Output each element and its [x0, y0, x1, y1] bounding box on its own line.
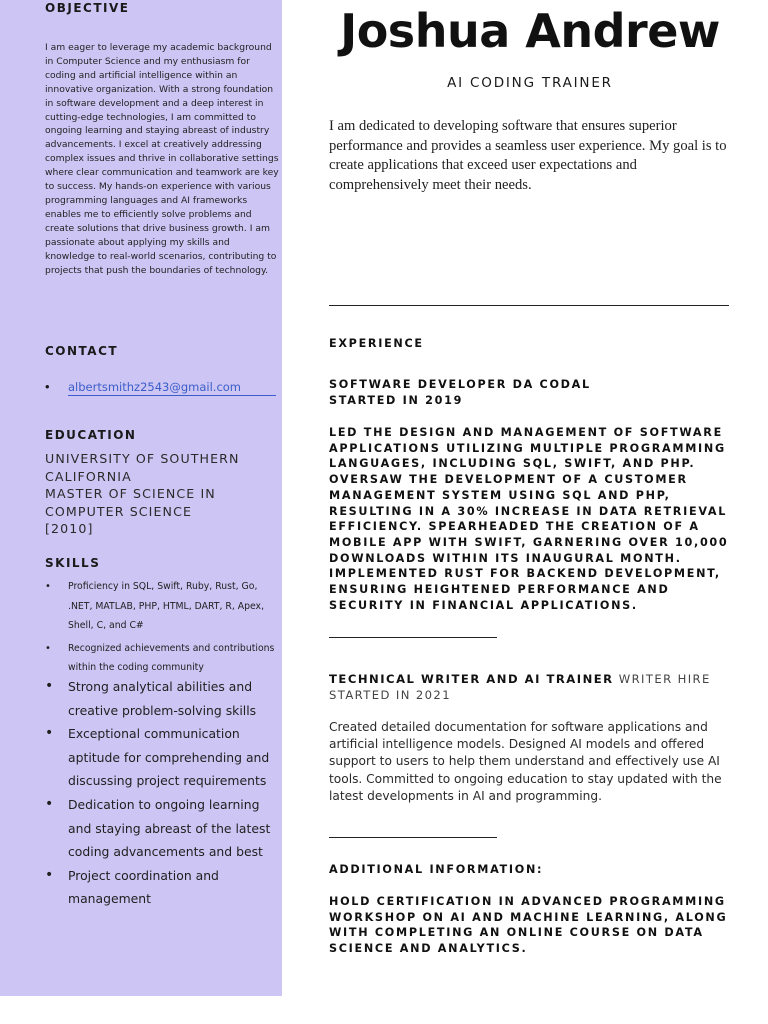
job1-description: LED THE DESIGN AND MANAGEMENT OF SOFTWARE APPLICATIONS UTILIZING MULTIPLE PROGRAMMING LANGUAGES, INCLUDING SQL, SWIFT, AND PHP. OVERSAW THE DEVELOPMENT OF A CUSTOMER MANAGEMENT SYSTEM USING SQL AND PHP, RESULTING IN A 30% INCREASE IN DATA RETRIEVAL EFFICIENCY. SPEARHEADED THE CREATION OF A MOBILE APP WITH SWIFT, GARNERING OVER 10,000 DOWNLOADS WITHIN ITS INAUGURAL MONTH. IMPLEMENTED RUST FOR BACKEND DEVELOPMENT, ENSURING HEIGHTENED PERFORMANCE AND SECURITY IN FINANCIAL APPLICATIONS.	[329, 426, 729, 612]
experience-heading: EXPERIENCE	[329, 337, 424, 350]
job2-started: STARTED IN 2021	[329, 687, 451, 702]
skill-item: • Strong analytical abilities and creative problem-solving skills	[45, 675, 280, 722]
job2-title: TECHNICAL WRITER AND AI TRAINER	[329, 672, 614, 686]
skill-item: • Dedication to ongoing learning and staying abreast of the latest coding advancements and best	[45, 793, 280, 864]
divider	[329, 305, 729, 306]
summary-text: I am dedicated to developing software that ensures superior performance and provides a seamless user experience. My goal is to create applications that exceed user expectations and comprehensively meet their needs.	[329, 118, 727, 194]
contact-item	[45, 380, 276, 396]
education-heading: EDUCATION	[45, 428, 137, 442]
objective-heading: OBJECTIVE	[45, 1, 130, 15]
job2-header	[329, 672, 749, 704]
job2-description: Created detailed documentation for software applications and artificial intelligence models. Designed AI models and offered support to users to help them understand and effectively use AI tools. Committed to ongoing education to stay updated with the latest developments in AI and programming.	[329, 720, 722, 803]
skill-item: • Recognized achievements and contributions within the coding community	[45, 639, 280, 678]
email-link[interactable]: albertsmithz2543@gmail.com	[68, 380, 276, 396]
job1-started: STARTED IN 2019	[329, 394, 464, 407]
education-line: COMPUTER SCIENCE	[45, 503, 193, 519]
sidebar	[0, 0, 282, 996]
candidate-title: AI CODING TRAINER	[447, 75, 613, 91]
job1-title: SOFTWARE DEVELOPER DA CODAL	[329, 378, 591, 391]
education-line: CALIFORNIA	[45, 468, 132, 484]
contact-heading: CONTACT	[45, 344, 119, 358]
divider	[329, 637, 497, 638]
skill-item: • Exceptional communication aptitude for comprehending and discussing project requirements	[45, 722, 280, 793]
skills-list-small	[45, 577, 280, 678]
skill-item: • Proficiency in SQL, Swift, Ruby, Rust, Go, .NET, MATLAB, PHP, HTML, DART, R, Apex, Shell, C, and C#	[45, 577, 280, 636]
skills-heading: SKILLS	[45, 556, 101, 570]
skill-item: • Project coordination and management	[45, 864, 280, 911]
job2-company: WRITER HIRE	[618, 672, 711, 686]
additional-heading: ADDITIONAL INFORMATION:	[329, 863, 544, 876]
education-line: UNIVERSITY OF SOUTHERN	[45, 451, 240, 466]
education-line: [2010]	[45, 521, 94, 537]
objective-text: I am eager to leverage my academic background in Computer Science and my enthusiasm for coding and artificial intelligence within an innovative organization. With a strong foundation in software development and a deep interest in cutting-edge technologies, I am committed to ongoing learning and staying abreast of industry advancements. I excel at creatively addressing complex issues and thrive in collaborative settings where clear communication and teamwork are key to success. My hands-on experience with various programming languages and AI frameworks enables me to efficiently solve problems and create solutions that drive business growth. I am passionate about applying my skills and knowledge to real-world scenarios, contributing to projects that push the boundaries of technology.	[45, 42, 279, 276]
candidate-name: Joshua Andrew	[340, 4, 720, 58]
education-line: MASTER OF SCIENCE IN	[45, 486, 216, 502]
skills-list-large	[45, 675, 280, 911]
additional-text: HOLD CERTIFICATION IN ADVANCED PROGRAMMING WORKSHOP ON AI AND MACHINE LEARNING, ALONG WITH COMPLETING AN ONLINE COURSE ON DATA SCIENCE AND ANALYTICS.	[329, 895, 728, 956]
education-details	[45, 450, 280, 538]
contact-list	[45, 380, 276, 396]
divider	[329, 837, 497, 838]
